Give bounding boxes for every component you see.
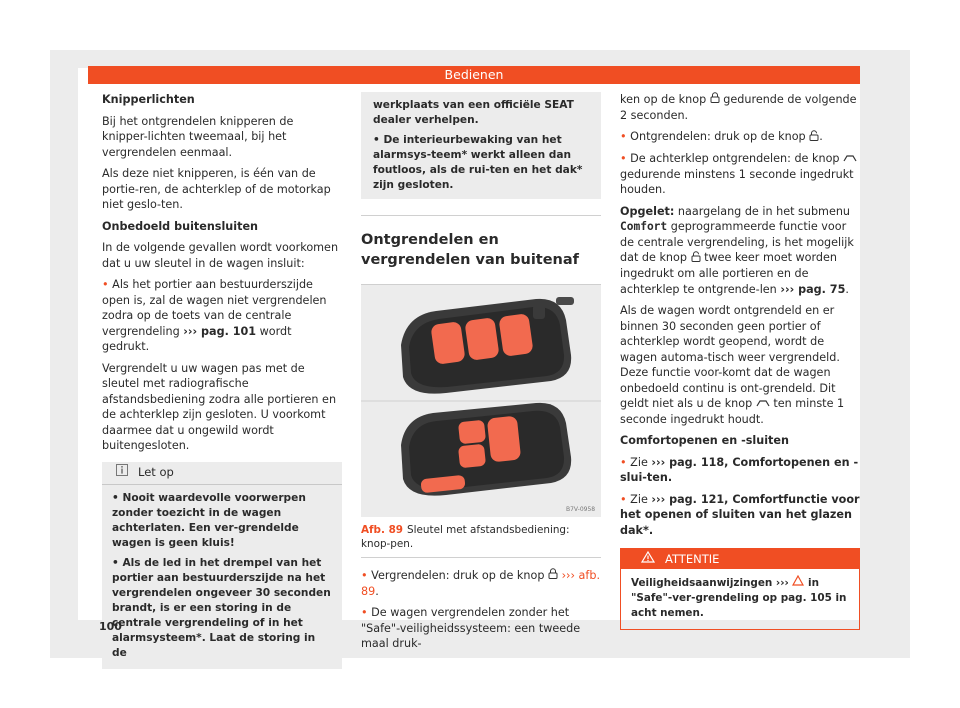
note-box: [102, 462, 342, 669]
warning-triangle-icon: [792, 575, 804, 591]
bullet-dot: •: [102, 278, 109, 291]
bullet-item: [620, 492, 860, 539]
warning-text: Veiligheidsaanwijzingen ›››: [631, 577, 789, 590]
page-reference-link[interactable]: ››› pag. 75: [780, 282, 846, 296]
bullet-dot: •: [361, 606, 368, 620]
bullet-dot: •: [620, 130, 627, 144]
text: ten minste 1 seconde ingedrukt houdt.: [620, 397, 845, 426]
figure-caption: [361, 523, 601, 558]
paragraph: [620, 92, 860, 123]
text: twee keer moet worden ingedrukt om alle portieren en de achterklep te ontgrende-len: [620, 251, 837, 296]
bullet-text: Vergrendelen: druk op de knop: [371, 569, 545, 582]
warning-triangle-icon: [641, 551, 655, 568]
key-fob-photo: [361, 284, 601, 517]
text: Als de wagen wordt ontgrendeld en er binnen 30 seconden geen portier of achterklep wordt geopend, wordt de wagen automa-tisch weer vergrendeld. Deze functie voor-komt dat de wagen onbedoeld continu is ont-grendeld. Dit geldt niet als u de knop: [620, 304, 840, 410]
note-bullet-text: Nooit waardevolle voorwerpen zonder toezicht in de wagen achterlaten. Een ver-grendelde wagen is geen kluis!: [112, 491, 306, 549]
text: ken op de knop: [620, 93, 707, 106]
bullet-text: De wagen vergrendelen zonder het "Safe"-veiligheidssysteem: een tweede maal druk-: [361, 606, 581, 651]
bullet-text-tail: wordt gedrukt.: [102, 324, 292, 353]
warning-title: ATTENTIE: [665, 551, 720, 566]
paragraph: Vergrendelt u uw wagen pas met de sleutel met radiografische afstandsbediening zodra alle portieren en de achterklep zijn gesloten. U voorkomt daarmee dat u ongewild wordt buitengesloten.: [102, 361, 337, 452]
page-number: 100: [99, 620, 122, 633]
column-2: [361, 92, 601, 658]
heading-onbedoeld: Onbedoeld buitensluiten: [102, 219, 258, 233]
warning-text-tail: in "Safe"-ver-grendeling op pag. 105 in acht nemen.: [631, 577, 847, 620]
bullet-item: [361, 605, 601, 652]
note-bullet: [373, 133, 589, 193]
text: geprogrammeerde functie voor de centrale vergrendeling, is het mogelijk dat de knop: [620, 220, 854, 265]
warning-body: [621, 569, 859, 629]
warning-box: [620, 548, 860, 630]
column-3: [620, 92, 860, 630]
note-body: [102, 485, 342, 669]
key-fob-top-image: [401, 297, 574, 394]
tailgate-icon: [756, 396, 770, 412]
key-fob-bottom-image: [401, 403, 595, 513]
note-title: Let op: [138, 464, 174, 479]
note-box-continued: [361, 92, 601, 199]
unlock-icon: [809, 130, 819, 146]
info-icon: [116, 464, 128, 481]
bullet-item: • Ontgrendelen: druk op de knop .: [620, 130, 823, 144]
bullet-text: De achterklep ontgrendelen: de knop: [630, 152, 840, 165]
figure-label: Afb. 89: [361, 524, 404, 536]
text: Zie: [630, 492, 648, 506]
photo-code: B7V-0958: [566, 506, 596, 513]
bullet-text-tail: gedurende minstens 1 seconde ingedrukt houden.: [620, 167, 854, 197]
page-reference-link[interactable]: ››› pag. 121, Comfortfunctie voor het openen of sluiten van het glazen dak*.: [620, 492, 860, 537]
bullet-text: Ontgrendelen: druk op de knop: [630, 130, 806, 144]
tailgate-icon: [843, 151, 857, 167]
bullet-item: [620, 151, 860, 198]
page-reference-link[interactable]: ››› pag. 118, Comfortopenen en -slui-ten.: [620, 455, 859, 485]
unlock-icon: [691, 251, 701, 267]
paragraph: Bij het ontgrendelen knipperen de knipper-lichten tweemaal, bij het vergrendelen eenmaal.: [102, 114, 294, 159]
paragraph-opgelet: Opgelet: naargelang de in het submenu Comfort geprogrammeerde functie voor de centrale vergrendeling, is het mogelijk dat de knop twee keer moet worden ingedrukt om alle portieren en de achterklep te ontgrende-len ››› pag. 75.: [620, 204, 854, 296]
bullet-dot: •: [361, 569, 368, 582]
bullet-dot: •: [620, 492, 627, 506]
note-bullet-text: Als de led in het drempel van het portier aan bestuurderszijde na het vergrendelen ongeveer 30 seconden brandt, is er een storing in de centrale vergrendeling of in het alarmsysteem*. Laat de storing in de: [112, 556, 331, 659]
bullet-dot: •: [112, 556, 123, 569]
lock-icon: [710, 92, 720, 108]
bullet-item: • Vergrendelen: druk op de knop ››› afb. 89.: [361, 569, 601, 598]
text: gedurende de volgende 2 seconden.: [620, 93, 857, 122]
paragraph: In de volgende gevallen wordt voorkomen dat u uw sleutel in de wagen insluit:: [102, 241, 339, 270]
page-reference-link[interactable]: ››› pag. 101: [183, 324, 257, 338]
section-header: Bedienen: [88, 66, 860, 84]
bullet-dot: •: [373, 134, 384, 146]
lock-icon: [548, 568, 558, 584]
section-heading: Ontgrendelen en vergrendelen van buitenaf: [361, 215, 601, 270]
paragraph: [620, 303, 860, 427]
column-1: [102, 92, 342, 669]
note-bullet: [112, 556, 332, 661]
figure-caption-text: Sleutel met afstandsbediening: knop-pen.: [361, 524, 570, 550]
figure-reference-link[interactable]: ››› afb. 89: [361, 569, 601, 598]
bullet-dot: •: [620, 455, 627, 469]
text: naargelang de in het submenu: [674, 204, 851, 218]
menu-name: Comfort: [620, 220, 668, 234]
bullet-dot: •: [620, 152, 627, 165]
warning-header: [621, 549, 859, 569]
text: Zie: [630, 455, 648, 469]
note-text: werkplaats van een officiële SEAT dealer verhelpen.: [373, 99, 574, 126]
bullet-item: [620, 455, 860, 486]
bullet-text: Als het portier aan bestuurderszijde open is, zal de wagen niet vergrendelen zodra op de toets van de centrale vergrendeling: [102, 278, 327, 338]
note-bullet-text: De interieurbewaking van het alarmsys-teem* werkt alleen dan foutloos, als de rui-ten en het dak* zijn gesloten.: [373, 134, 583, 191]
bullet-dot: •: [112, 491, 123, 504]
heading-comfort: Comfortopenen en -sluiten: [620, 434, 789, 448]
heading-knipperlichten: Knipperlichten: [102, 93, 195, 106]
paragraph: Als deze niet knipperen, is één van de portie-ren, de achterklep of de motorkap niet geslo-ten.: [102, 167, 331, 211]
note-header: [102, 462, 342, 485]
opgelet-label: Opgelet:: [620, 204, 675, 218]
note-bullet: [112, 491, 332, 551]
bullet-item: [102, 277, 342, 355]
